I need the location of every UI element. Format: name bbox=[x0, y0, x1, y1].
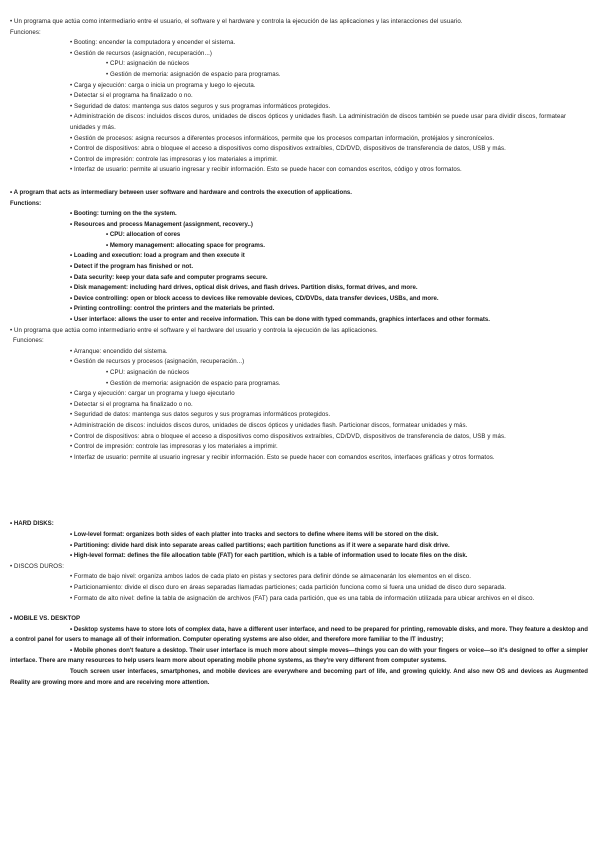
list-item: • CPU: allocation of cores bbox=[106, 231, 181, 239]
intro-paragraph: • Un programa que actúa como intermediario entre el software y el hardware del usuario y controla la ejecución de las aplicaciones. bbox=[10, 326, 378, 334]
list-item: • Printing controlling: control the printers and the materials be printed. bbox=[70, 305, 275, 313]
list-item: • Seguridad de datos: mantenga sus datos seguros y sus programas informáticos protegidos. bbox=[70, 411, 331, 419]
list-item: • CPU: asignación de núcleos bbox=[106, 60, 190, 68]
section-os-definition-es bbox=[10, 17, 588, 176]
section-heading: • DISCOS DUROS: bbox=[10, 562, 65, 570]
list-item: • Carga y ejecución: carga o inicia un programa y luego lo ejecuta. bbox=[70, 81, 256, 89]
list-item: • Arranque: encendido del sistema. bbox=[70, 347, 168, 355]
list-item: • Resources and process Management (assignment, recovery..) bbox=[70, 220, 253, 228]
list-item: • User interface: allows the user to enter and receive information. This can be done with typed commands, graphics interfaces and other formats. bbox=[70, 316, 490, 324]
list-item: • Formato de bajo nivel: organiza ambos lados de cada plato en pistas y sectores para definir dónde se almacenarán los elementos en el disco. bbox=[70, 573, 472, 581]
list-item: • Low-level format: organizes both sides of each platter into tracks and sectors to define where items will be stored on the disk. bbox=[70, 530, 439, 538]
section-os-definition-es-2 bbox=[10, 326, 588, 464]
section-heading: • MOBILE VS. DESKTOP bbox=[10, 615, 81, 623]
list-item: • Interfaz de usuario: permite al usuario ingresar y recibir información. Esto se puede hacer con comandos escritos, interfaces gráficas y otros formatos. bbox=[70, 453, 495, 461]
list-item: • Detectar si el programa ha finalizado o no. bbox=[70, 92, 193, 100]
list-item: • Data security: keep your data safe and computer programs secure. bbox=[70, 273, 268, 281]
list-item: • Gestión de procesos: asigna recursos a diferentes procesos informáticos, permite que los procesos compartan información, protéjalos y sincronícelos. bbox=[70, 134, 495, 142]
list-item: • Seguridad de datos: mantenga sus datos seguros y sus programas informáticos protegidos. bbox=[70, 102, 331, 110]
section-mobile-vs-desktop bbox=[10, 614, 588, 688]
list-item: • Memory management: allocating space for programs. bbox=[106, 241, 265, 249]
list-item: • Administración de discos: incluidos discos duros, unidades de discos ópticos y unidades flash. Particionar discos, formatear unidades y más. bbox=[70, 421, 468, 429]
list-item: • Control de dispositivos: abra o bloquee el acceso a dispositivos como dispositivos extraíbles, CD/DVD, dispositivos de transferencia de datos, USB y más. bbox=[70, 145, 506, 153]
section-hard-disks bbox=[10, 519, 588, 561]
list-item: • Disk management: including hard drives, optical disk drives, and flash drives. Partition disks, format drives, and more. bbox=[70, 284, 418, 292]
list-item: • Gestión de memoria: asignación de espacio para programas. bbox=[106, 70, 281, 78]
list-item: • Gestión de recursos (asignación, recuperación...) bbox=[70, 49, 213, 57]
functions-heading: Funciones: bbox=[13, 337, 44, 345]
list-item: • Partitioning: divide hard disk into separate areas called partitions; each partition functions as if it were a separate hard disk drive. bbox=[70, 541, 450, 549]
functions-heading: Functions: bbox=[10, 199, 42, 207]
section-discos-duros bbox=[10, 562, 588, 604]
section-os-definition-en bbox=[10, 188, 588, 326]
list-item: • Loading and execution: load a program and then execute it bbox=[70, 252, 245, 260]
paragraph: • Desktop systems have to store lots of complex data, have a different user interface, and need to be prepared for printing, removable disks, and more. They feature a desktop and a control panel for users to manage all of their information. Computer operating systems are also older, and therefore more familiar to the IT industry; bbox=[10, 625, 588, 644]
list-item: • Formato de alto nivel: define la tabla de asignación de archivos (FAT) para cada partición, que es una tabla de información utilizada para ubicar archivos en el disco. bbox=[70, 594, 535, 602]
list-item: • Gestión de recursos y procesos (asignación, recuperación...) bbox=[70, 358, 245, 366]
list-item: • Control de impresión: controle las impresoras y los materiales a imprimir. bbox=[70, 155, 278, 163]
list-item: • Gestión de memoria: asignación de espacio para programas. bbox=[106, 379, 281, 387]
list-item: • Particionamiento: divide el disco duro en áreas separadas llamadas particiones; cada partición funciona como si fuera una unidad de disco duro separada. bbox=[70, 583, 507, 591]
list-item: • Carga y ejecución: cargar un programa y luego ejecutarlo bbox=[70, 390, 235, 398]
document-page bbox=[10, 17, 588, 688]
list-item: • Detectar si el programa ha finalizado o no. bbox=[70, 400, 193, 408]
list-item: • Interfaz de usuario: permite al usuario ingresar y recibir información. Esto se puede hacer con comandos escritos, código y otros formatos. bbox=[70, 166, 462, 174]
list-item: • Control de dispositivos: abra o bloquee el acceso a dispositivos como dispositivos extraíbles, CD/DVD, dispositivos de transferencia de datos, USB y más. bbox=[70, 432, 506, 440]
list-item: • High-level format: defines the file allocation table (FAT) for each partition, which is a table of information used to locate files on the disk. bbox=[70, 552, 468, 560]
list-item: • Control de impresión: controle las impresoras y los materiales a imprimir. bbox=[70, 443, 278, 451]
functions-heading: Funciones: bbox=[10, 28, 41, 36]
intro-paragraph: • A program that acts as intermediary between user software and hardware and controls the execution of applications. bbox=[10, 188, 352, 196]
list-item: • Detect if the program has finished or not. bbox=[70, 263, 194, 271]
paragraph: Touch screen user interfaces, smartphones, and mobile devices are everywhere and becoming part of life, and growing quickly. And also new OS and devices as Augmented Reality are growing more and more and are receiving more attention. bbox=[10, 668, 588, 686]
list-item: • Administración de discos: incluidos discos duros, unidades de discos ópticos y unidades flash. La administración de discos también se puede usar para dividir discos, formatear unidades y más. bbox=[70, 113, 567, 131]
list-item: • Device controlling: open or block access to devices like removable devices, CD/DVDs, data transfer devices, USBs, and more. bbox=[70, 294, 439, 302]
list-item: • CPU: asignación de núcleos bbox=[106, 369, 190, 376]
list-item: • Booting: encender la computadora y encender el sistema. bbox=[70, 39, 236, 47]
paragraph: • Mobile phones don't feature a desktop. Their user interface is much more about simple moves—things you can do with your fingers or voice—so it's designed to offer a simpler interface. There are many resources to help users learn more about operating mobile phone systems, as they're very different from computer systems. bbox=[10, 646, 588, 665]
intro-paragraph: • Un programa que actúa como intermediario entre el usuario, el software y el hardware y controla la ejecución de las aplicaciones y las interacciones del usuario. bbox=[10, 18, 463, 25]
section-heading: • HARD DISKS: bbox=[10, 520, 54, 528]
list-item: • Booting: turning on the the system. bbox=[70, 210, 177, 218]
